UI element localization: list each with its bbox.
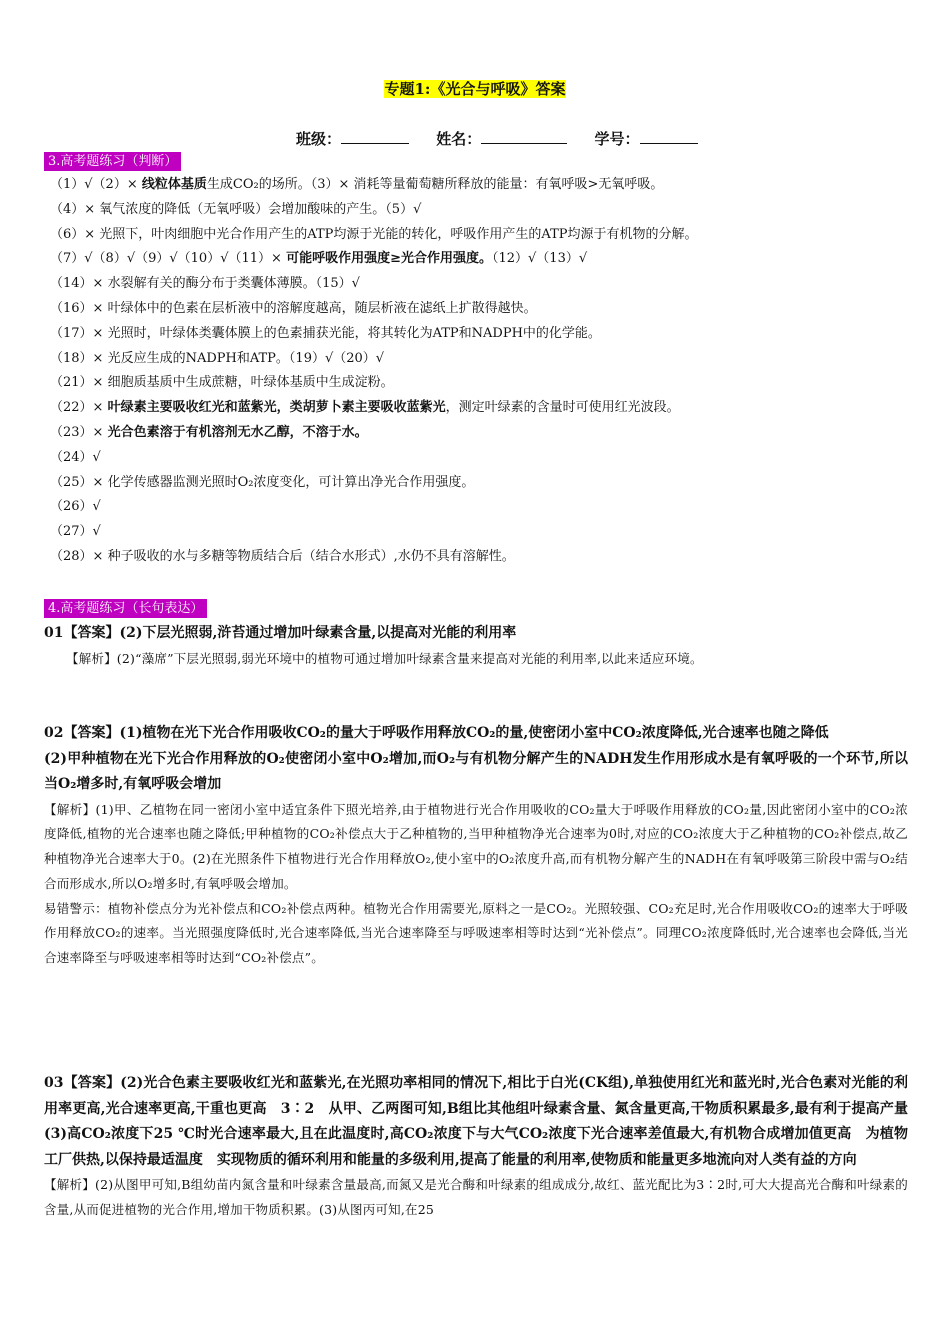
judgment-line	[50, 173, 910, 198]
judgment-text: （25）× 化学传感器监测光照时O₂浓度变化，可计算出净光合作用强度。	[50, 474, 475, 490]
judgment-text: （24）√	[50, 449, 101, 465]
judgment-line	[50, 421, 910, 446]
q03	[44, 1071, 922, 1223]
q02-answer-part2: (2)甲种植物在光下光合作用释放的O₂使密闭小室中O₂增加,而O₂与有机物分解产生的NADH发生作用形成水是有氧呼吸的一个环节,所以当O₂增多时,有氧呼吸会增加	[44, 750, 908, 792]
judgment-text: 生成CO₂的场所。（3）× 消耗等量葡萄糖所释放的能量：有氧呼吸>无氧呼吸。	[206, 177, 664, 192]
judgment-line	[50, 198, 910, 223]
judgment-line	[50, 297, 910, 322]
judgment-text: （6）× 光照下，叶肉细胞中光合作用产生的ATP均源于光能的转化，呼吸作用产生的ATP均源于有机物的分解。	[50, 226, 698, 242]
name-label: 姓名：	[436, 130, 482, 148]
judgment-text: （28）× 种子吸收的水与多糖等物质结合后（结合水形式）,水仍不具有溶解性。	[50, 548, 515, 564]
student-info	[296, 128, 698, 149]
judgment-line	[50, 322, 910, 347]
class-label: 班级：	[296, 130, 342, 148]
judgment-text: （12）√（13）√	[491, 251, 588, 267]
q02	[44, 721, 908, 971]
judgment-emphasis: 可能呼吸作用强度≥光合作用强度。	[286, 251, 492, 267]
judgment-line	[50, 471, 910, 496]
judgment-line	[50, 272, 910, 297]
judgment-text: （17）× 光照时，叶绿体类囊体膜上的色素捕获光能，将其转化为ATP和NADPH中的化学能。	[50, 325, 601, 341]
judgment-line	[50, 495, 910, 520]
judgment-line	[50, 520, 910, 545]
judgment-line	[50, 347, 910, 372]
judgment-text: （14）× 水裂解有关的酶分布于类囊体薄膜。（15）√	[50, 276, 360, 292]
q02-analysis: 【解析】(1)甲、乙植物在同一密闭小室中适宜条件下照光培养,由于植物进行光合作用吸收的CO₂量大于呼吸作用释放的CO₂量,因此密闭小室中的CO₂浓度降低,植物的光合速率也随之降低;甲种植物的CO₂补偿点大于乙种植物的,当甲种植物净光合速率为0时,对应的CO₂浓度大于乙种植物的CO₂补偿点,故乙种植物净光合速率大于0。(2)在光照条件下植物进行光合作用释放O₂,使小室中的O₂浓度升高,而有机物分解产生的NADH在有氧呼吸第三阶段中需与O₂结合而形成水,所以O₂增多时,有氧呼吸会增加。	[44, 801, 908, 891]
judgment-text: （16）× 叶绿体中的色素在层析液中的溶解度越高，随层析液在滤纸上扩散得越快。	[50, 300, 537, 316]
id-label: 学号：	[594, 130, 640, 148]
judgment-text: （21）× 细胞质基质中生成蔗糖，叶绿体基质中生成淀粉。	[50, 375, 394, 391]
judgment-line	[50, 545, 910, 570]
judgment-text: （22）×	[50, 400, 108, 416]
judgment-line	[50, 223, 910, 248]
page-title	[0, 78, 950, 99]
q03-answer: 03【答案】(2)光合色素主要吸收红光和蓝紫光,在光照功率相同的情况下,相比于白光(CK组),单独使用红光和蓝光时,光合色素对光能的利用率更高,光合速率更高,干重也更高 3∶2 从甲、乙两图可知,B组比其他组叶绿素含量、氮含量更高,干物质积累最多,最有利于提高产量 (3)高CO₂浓度下25 ℃时光合速率最大,且在此温度时,高CO₂浓度下与大气CO₂浓度下光合速率差值最大,有机物合成增加值更高 为植物工厂供热,以保持最适温度 实现物质的循环利用和能量的多级利用,提高了能量的利用率,使物质和能量更多地流向对人类有益的方向	[44, 1075, 922, 1168]
q01	[44, 621, 908, 671]
class-blank	[341, 129, 409, 144]
judgment-line	[50, 371, 910, 396]
judgment-text: ，测定叶绿素的含量时可使用红光波段。	[445, 400, 680, 416]
q01-answer: 01【答案】(2)下层光照弱,浒苔通过增加叶绿素含量,以提高对光能的利用率	[44, 625, 517, 641]
q01-analysis: 【解析】(2)“藻席”下层光照弱,弱光环境中的植物可通过增加叶绿素含量来提高对光能的利用率,以此来适应环境。	[66, 650, 703, 666]
judgment-text: （18）× 光反应生成的NADPH和ATP。（19）√（20）√	[50, 350, 385, 366]
judgment-line	[50, 247, 910, 272]
q03-analysis: 【解析】(2)从图甲可知,B组幼苗内氮含量和叶绿素含量最高,而氮又是光合酶和叶绿素的组成成分,故红、蓝光配比为3∶2时,可大大提高光合酶和叶绿素的含量,从而促进植物的光合作用,增加干物质积累。(3)从图丙可知,在25	[44, 1177, 908, 1217]
judgment-text: （1）√（2）×	[50, 177, 142, 192]
judgment-text: （27）√	[50, 524, 101, 540]
judgment-emphasis: 光合色素溶于有机溶剂无水乙醇，不溶于水。	[107, 424, 368, 440]
judgment-line	[50, 446, 910, 471]
q02-answer-part1: 02【答案】(1)植物在光下光合作用吸收CO₂的量大于呼吸作用释放CO₂的量,使密闭小室中CO₂浓度降低,光合速率也随之降低	[44, 725, 829, 741]
judgment-emphasis: 线粒体基质	[141, 177, 207, 192]
judgment-text: （4）× 氧气浓度的降低（无氧呼吸）会增加酸味的产生。（5）√	[50, 201, 422, 217]
name-blank	[481, 129, 567, 144]
judgment-line	[50, 396, 910, 421]
section4-label: 4.高考题练习（长句表达）	[44, 599, 207, 618]
q02-warning: 易错警示：植物补偿点分为光补偿点和CO₂补偿点两种。植物光合作用需要光,原料之一是CO₂。光照较强、CO₂充足时,光合作用吸收CO₂的速率大于呼吸作用释放CO₂的速率。当光照强度降低时,光合速率降低,当光合速率降至与呼吸速率相等时达到“光补偿点”。同理CO₂浓度降低时,光合速率也会降低,当光合速率降至与呼吸速率相等时达到“CO₂补偿点”。	[44, 900, 908, 966]
judgment-emphasis: 叶绿素主要吸收红光和蓝紫光，类胡萝卜素主要吸收蓝紫光	[107, 400, 446, 416]
section3-lines	[50, 173, 910, 570]
judgment-text: （7）√（8）√（9）√（10）√（11）×	[50, 251, 287, 267]
id-blank	[640, 129, 698, 144]
judgment-text: （26）√	[50, 499, 101, 515]
page-title-text: 专题1:《光合与呼吸》答案	[384, 80, 566, 98]
judgment-text: （23）×	[50, 424, 108, 440]
section3-label: 3.高考题练习（判断）	[44, 152, 181, 171]
